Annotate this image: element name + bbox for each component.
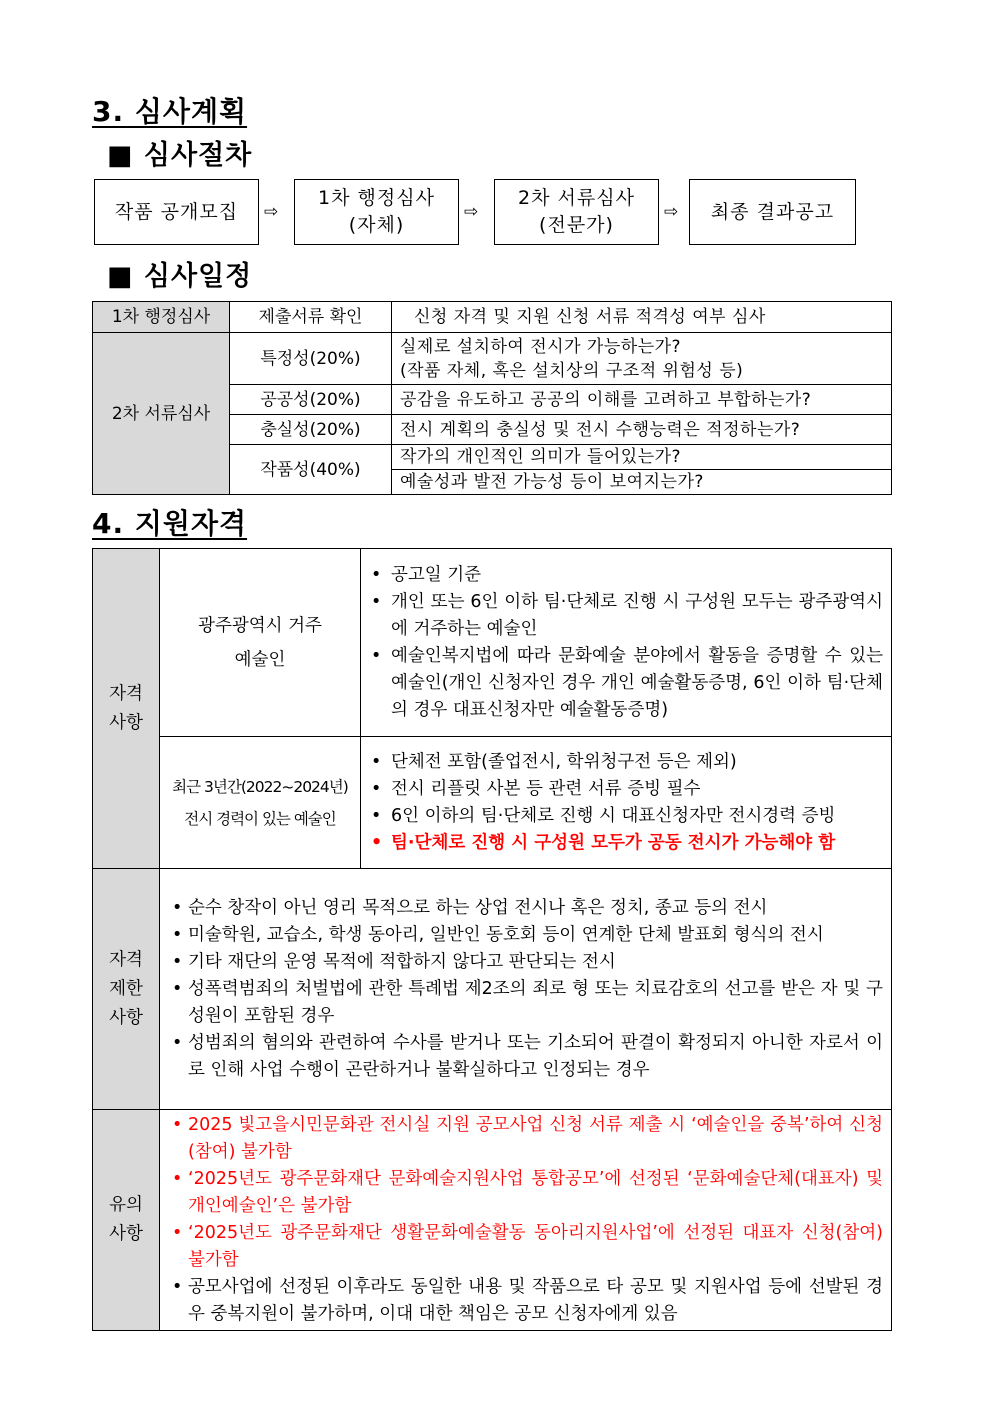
list-item: • ‘2025년도 광주문화재단 생활문화예술활동 동아리지원사업’에 선정된 대표자 신청(참여) 불가함: [160, 1220, 883, 1274]
flow-step-3: 2차 서류심사 (전문가): [494, 179, 659, 245]
criterion-name: 특정성(20%): [230, 333, 392, 385]
highlight-item: • 팀·단체로 진행 시 구성원 모두가 공동 전시가 가능해야 함: [361, 830, 883, 857]
criterion-desc: 공감을 유도하고 공공의 이해를 고려하고 부합하는가?: [392, 385, 892, 415]
restriction-details: [160, 869, 892, 1110]
arrow-right-icon: ⇨: [464, 202, 479, 222]
list-item: • 2025 빛고을시민문화관 전시실 지원 공모사업 신청 서류 제출 시 ‘예술인을 중복’하여 신청(참여) 불가함: [160, 1112, 883, 1166]
list-item: • 미술학원, 교습소, 학생 동아리, 일반인 동호회 등이 연계한 단체 발표회 형식의 전시: [160, 922, 883, 949]
qualification-table: [92, 548, 892, 1331]
qualification-details: [361, 737, 892, 869]
list-item: • 공고일 기준: [361, 562, 883, 589]
criterion-desc-line: 실제로 설치하여 전시가 가능하는가?: [400, 336, 682, 357]
qualification-condition: 최근 3년간(2022~2024년) 전시 경력이 있는 예술인: [160, 737, 361, 869]
criterion-desc-line: (작품 자체, 혹은 설치상의 구조적 위험성 등): [400, 360, 744, 381]
schedule-table: [92, 301, 892, 495]
list-item: • 순수 창작이 아닌 영리 목적으로 하는 상업 전시나 혹은 정치, 종교 등의 전시: [160, 895, 883, 922]
list-item: • 예술인복지법에 따라 문화예술 분야에서 활동을 증명할 수 있는 예술인(개인 신청자인 경우 개인 예술활동증명, 6인 이하 팀·단체의 경우 대표신청자만 예술활동증명): [361, 643, 883, 724]
flow-step-4: 최종 결과공고: [689, 179, 856, 245]
criterion-name: 작품성(40%): [230, 445, 392, 495]
criterion-name: 충실성(20%): [230, 415, 392, 445]
stage-1-cell: 1차 행정심사: [93, 302, 230, 333]
section4-title: 4. 지원자격: [92, 507, 248, 540]
stage-1-desc: 신청 자격 및 지원 신청 서류 적격성 여부 심사: [392, 302, 892, 333]
notes-details: [160, 1110, 892, 1331]
list-item: • 공모사업에 선정된 이후라도 동일한 내용 및 작품으로 타 공모 및 지원사업 등에 선발된 경우 중복지원이 불가하며, 이대 대한 책임은 공모 신청자에게 있음: [160, 1274, 883, 1328]
notes-label: 유의 사항: [93, 1110, 160, 1331]
list-item: • ‘2025년도 광주문화재단 문화예술지원사업 통합공모’에 선정된 ‘문화예술단체(대표자) 및 개인예술인’은 불가함: [160, 1166, 883, 1220]
table-row: [93, 302, 892, 333]
list-item: • 성범죄의 혐의와 관련하여 수사를 받거나 또는 기소되어 판결이 확정되지 아니한 자로서 이로 인해 사업 수행이 곤란하거나 불확실하다고 인정되는 경우: [160, 1030, 883, 1084]
stage-1-item: 제출서류 확인: [230, 302, 392, 333]
restriction-label: 자격 제한 사항: [93, 869, 160, 1110]
table-row: [93, 869, 892, 1110]
section3-title: 3. 심사계획: [92, 95, 248, 128]
arrow-right-icon: ⇨: [264, 202, 279, 222]
criterion-desc: 예술성과 발전 가능성 등이 보여지는가?: [392, 470, 892, 495]
table-row: [93, 1110, 892, 1331]
qualification-label: 자격 사항: [93, 549, 160, 869]
arrow-right-icon: ⇨: [664, 202, 679, 222]
qualification-details: [361, 549, 892, 737]
list-item: • 기타 재단의 운영 목적에 적합하지 않다고 판단되는 전시: [160, 949, 883, 976]
list-item: • 개인 또는 6인 이하 팀·단체로 진행 시 구성원 모두는 광주광역시에 거주하는 예술인: [361, 589, 883, 643]
list-item: • 성폭력범죄의 처벌법에 관한 특례법 제2조의 죄로 형 또는 치료감호의 선고를 받은 자 및 구성원이 포함된 경우: [160, 976, 883, 1030]
criterion-desc: 전시 계획의 충실성 및 전시 수행능력은 적정하는가?: [392, 415, 892, 445]
stage-2-cell: 2차 서류심사: [93, 333, 230, 495]
flow-step-1: 작품 공개모집: [94, 179, 259, 245]
list-item: • 단체전 포함(졸업전시, 학위청구전 등은 제외): [361, 749, 883, 776]
schedule-title: ■ 심사일정: [107, 261, 253, 292]
criterion-desc: 작가의 개인적인 의미가 들어있는가?: [392, 445, 892, 470]
list-item: • 6인 이하의 팀·단체로 진행 시 대표신청자만 전시경력 증빙: [361, 803, 883, 830]
list-item: • 전시 리플릿 사본 등 관련 서류 증빙 필수: [361, 776, 883, 803]
table-row: [93, 737, 892, 869]
table-row: [93, 549, 892, 737]
procedure-title: ■ 심사절차: [107, 140, 253, 171]
criterion-name: 공공성(20%): [230, 385, 392, 415]
qualification-condition: 광주광역시 거주 예술인: [160, 549, 361, 737]
table-row: [93, 333, 892, 385]
flow-step-2: 1차 행정심사 (자체): [294, 179, 459, 245]
criterion-desc: [392, 333, 892, 385]
